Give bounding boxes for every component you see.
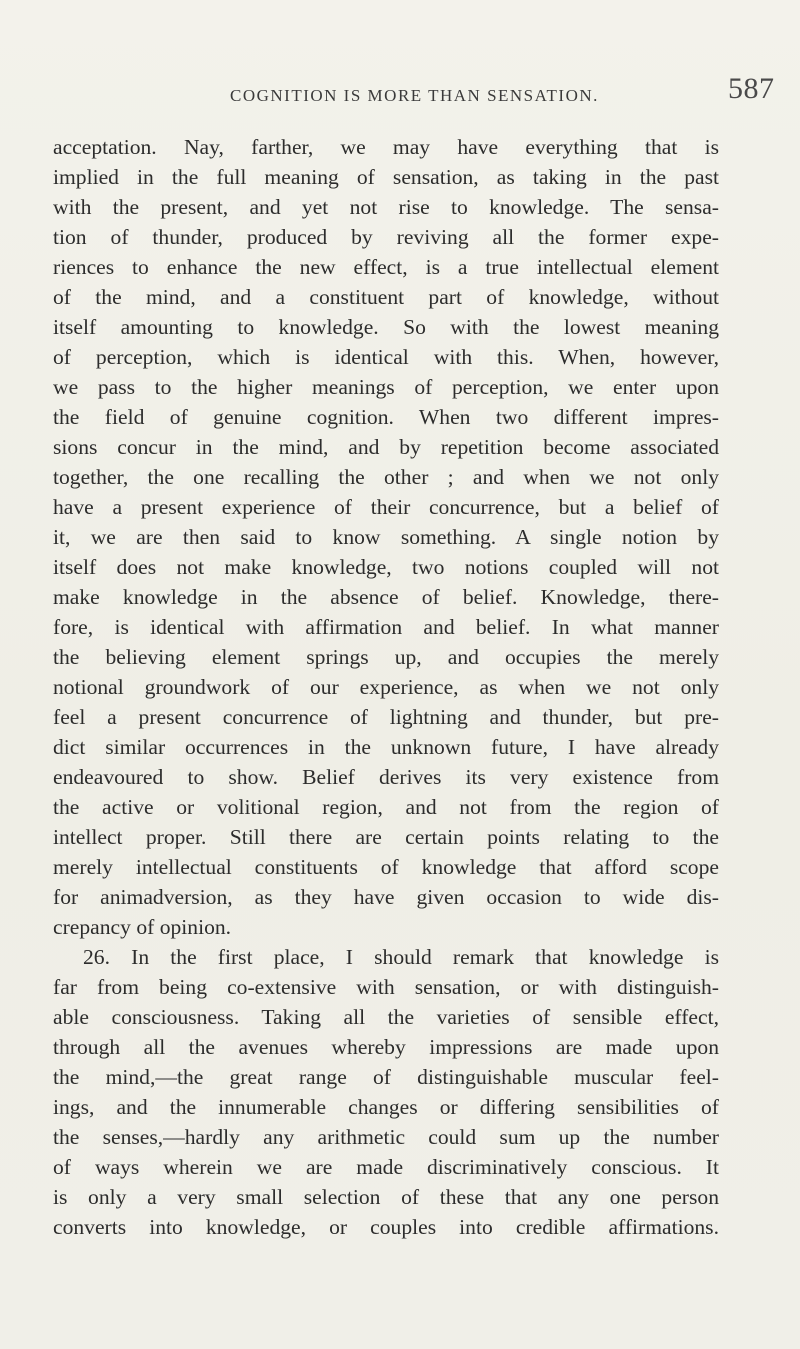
- text-line: sions concur in the mind, and by repetition become associated: [53, 435, 719, 459]
- text-line: it, we are then said to know something. A single notion by: [53, 525, 719, 549]
- text-line: the active or volitional region, and not from the region of: [53, 795, 719, 819]
- text-line: itself does not make knowledge, two notions coupled will not: [53, 555, 719, 579]
- text-line: feel a present concurrence of lightning and thunder, but pre-: [53, 705, 719, 729]
- text-line: notional groundwork of our experience, as when we not only: [53, 675, 719, 699]
- text-line: make knowledge in the absence of belief. Knowledge, there-: [53, 585, 719, 609]
- text-line: itself amounting to knowledge. So with the lowest meaning: [53, 315, 719, 339]
- text-line: dict similar occurrences in the unknown future, I have already: [53, 735, 719, 759]
- text-line: for animadversion, as they have given occasion to wide dis-: [53, 885, 719, 909]
- paragraph-start-line: 26. In the first place, I should remark that knowledge is: [83, 945, 719, 969]
- running-head: COGNITION IS MORE THAN SENSATION.: [230, 86, 599, 105]
- text-line: implied in the full meaning of sensation, as taking in the past: [53, 165, 719, 189]
- text-line: intellect proper. Still there are certain points relating to the: [53, 825, 719, 849]
- text-line: the senses,—hardly any arithmetic could sum up the number: [53, 1125, 719, 1149]
- text-line: with the present, and yet not rise to knowledge. The sensa-: [53, 195, 719, 219]
- page-number: 587: [728, 72, 775, 105]
- text-line: able consciousness. Taking all the varieties of sensible effect,: [53, 1005, 719, 1029]
- text-line: the field of genuine cognition. When two different impres-: [53, 405, 719, 429]
- text-line: the believing element springs up, and occupies the merely: [53, 645, 719, 669]
- text-line: of perception, which is identical with this. When, however,: [53, 345, 719, 369]
- text-line: crepancy of opinion.: [53, 915, 232, 939]
- text-line: of the mind, and a constituent part of knowledge, without: [53, 285, 719, 309]
- text-line: have a present experience of their concurrence, but a belief of: [53, 495, 719, 519]
- text-line: far from being co-extensive with sensation, or with distinguish-: [53, 975, 719, 999]
- text-line: we pass to the higher meanings of perception, we enter upon: [53, 375, 719, 399]
- text-line: riences to enhance the new effect, is a true intellectual element: [53, 255, 719, 279]
- text-line: endeavoured to show. Belief derives its very existence from: [53, 765, 719, 789]
- text-line: through all the avenues whereby impressions are made upon: [53, 1035, 719, 1059]
- text-line: of ways wherein we are made discriminatively conscious. It: [53, 1155, 719, 1179]
- text-line: tion of thunder, produced by reviving all the former expe-: [53, 225, 719, 249]
- text-line: the mind,—the great range of distinguishable muscular feel-: [53, 1065, 719, 1089]
- text-line: acceptation. Nay, farther, we may have everything that is: [53, 135, 719, 159]
- text-line: is only a very small selection of these that any one person: [53, 1185, 719, 1209]
- text-line: merely intellectual constituents of knowledge that afford scope: [53, 855, 719, 879]
- text-line: fore, is identical with affirmation and belief. In what manner: [53, 615, 719, 639]
- text-line: ings, and the innumerable changes or differing sensibilities of: [53, 1095, 719, 1119]
- text-line: together, the one recalling the other ; and when we not only: [53, 465, 719, 489]
- text-line: converts into knowledge, or couples into credible affirmations.: [53, 1215, 719, 1239]
